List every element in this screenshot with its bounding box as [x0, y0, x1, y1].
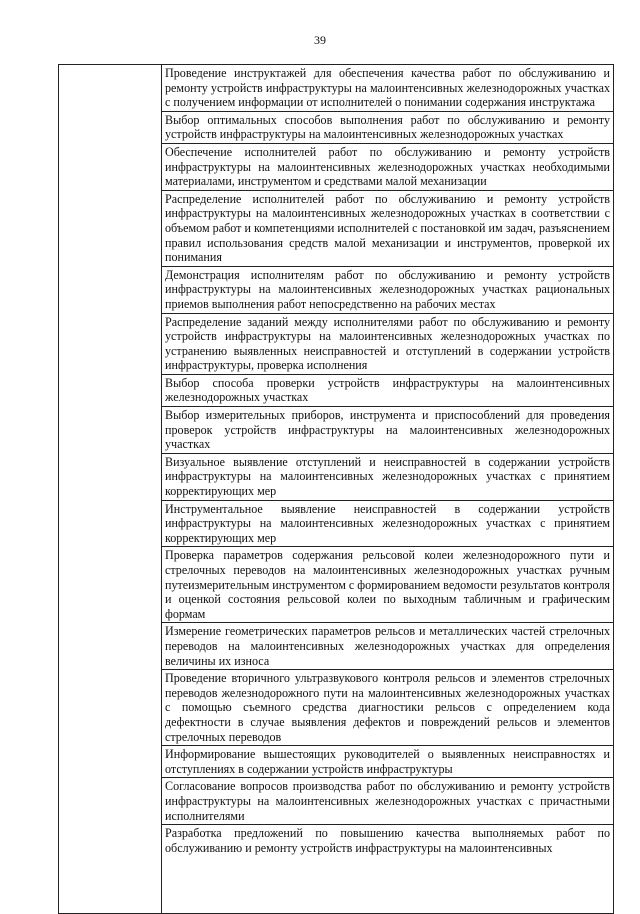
table-row [59, 65, 614, 914]
list-item: Инструментальное выявление неисправностей в содержании устройств инфраструктуры на малоинтенсивных железнодорожных участках с принятием корректирующих мер [162, 501, 613, 548]
list-item: Информирование вышестоящих руководителей о выявленных неисправностях и отступлениях в содержании устройств инфраструктуры [162, 746, 613, 778]
table-left-column-cell [59, 65, 162, 914]
table-right-column-cell [162, 65, 614, 914]
list-item: Распределение заданий между исполнителями работ по обслуживанию и ремонту устройств инфраструктуры на малоинтенсивных железнодорожных участках по устранению выявленных неисправностей и отступлений в содержании устройств инфраструктуры, проверка исполнения [162, 314, 613, 375]
list-item: Визуальное выявление отступлений и неисправностей в содержании устройств инфраструктуры на малоинтенсивных железнодорожных участках с принятием корректирующих мер [162, 454, 613, 501]
list-item: Проверка параметров содержания рельсовой колеи железнодорожного пути и стрелочных переводов на малоинтенсивных железнодорожных участках ручным путеизмерительным инструментом с формированием ведомости результатов контроля и оценкой состояния рельсовой колеи по выходным табличным и графическим формам [162, 547, 613, 623]
list-item: Проведение инструктажей для обеспечения качества работ по обслуживанию и ремонту устройств инфраструктуры на малоинтенсивных железнодорожных участках с получением информации от исполнителей о понимании содержания инструктажа [162, 65, 613, 112]
list-item: Проведение вторичного ультразвукового контроля рельсов и элементов стрелочных переводов железнодорожного пути на малоинтенсивных железнодорожных участках с помощью съемного средства диагностики рельсов с определением кода дефектности в случае выявления дефектов и повреждений рельсов и элементов стрелочных переводов [162, 670, 613, 746]
page-number: 39 [314, 33, 326, 47]
list-item: Согласование вопросов производства работ по обслуживанию и ремонту устройств инфраструктуры на малоинтенсивных железнодорожных участках с причастными исполнителями [162, 778, 613, 825]
list-item: Выбор способа проверки устройств инфраструктуры на малоинтенсивных железнодорожных участках [162, 375, 613, 407]
list-item: Разработка предложений по повышению качества выполняемых работ по обслуживанию и ремонту устройств инфраструктуры на малоинтенсивных [165, 826, 610, 855]
list-item: Измерение геометрических параметров рельсов и металлических частей стрелочных переводов на малоинтенсивных железнодорожных участках для определения величины их износа [162, 623, 613, 670]
list-item: Демонстрация исполнителям работ по обслуживанию и ремонту устройств инфраструктуры на малоинтенсивных железнодорожных участках рациональных приемов выполнения работ непосредственно на рабочих местах [162, 267, 613, 314]
labor-functions-table [58, 64, 614, 914]
list-item: Обеспечение исполнителей работ по обслуживанию и ремонту устройств инфраструктуры на малоинтенсивных железнодорожных участках необходимыми материалами, инструментом и средствами малой механизации [162, 144, 613, 191]
list-item: Распределение исполнителей работ по обслуживанию и ремонту устройств инфраструктуры на малоинтенсивных железнодорожных участках в соответствии с объемом работ и компетенциями исполнителей с постановкой им задач, разъяснением правил использования средств малой механизации и инструментов, проверкой их понимания [162, 191, 613, 267]
list-item: Выбор измерительных приборов, инструмента и приспособлений для проведения проверок устройств инфраструктуры на малоинтенсивных железнодорожных участках [162, 407, 613, 454]
list-item: Выбор оптимальных способов выполнения работ по обслуживанию и ремонту устройств инфраструктуры на малоинтенсивных железнодорожных участках [162, 112, 613, 144]
